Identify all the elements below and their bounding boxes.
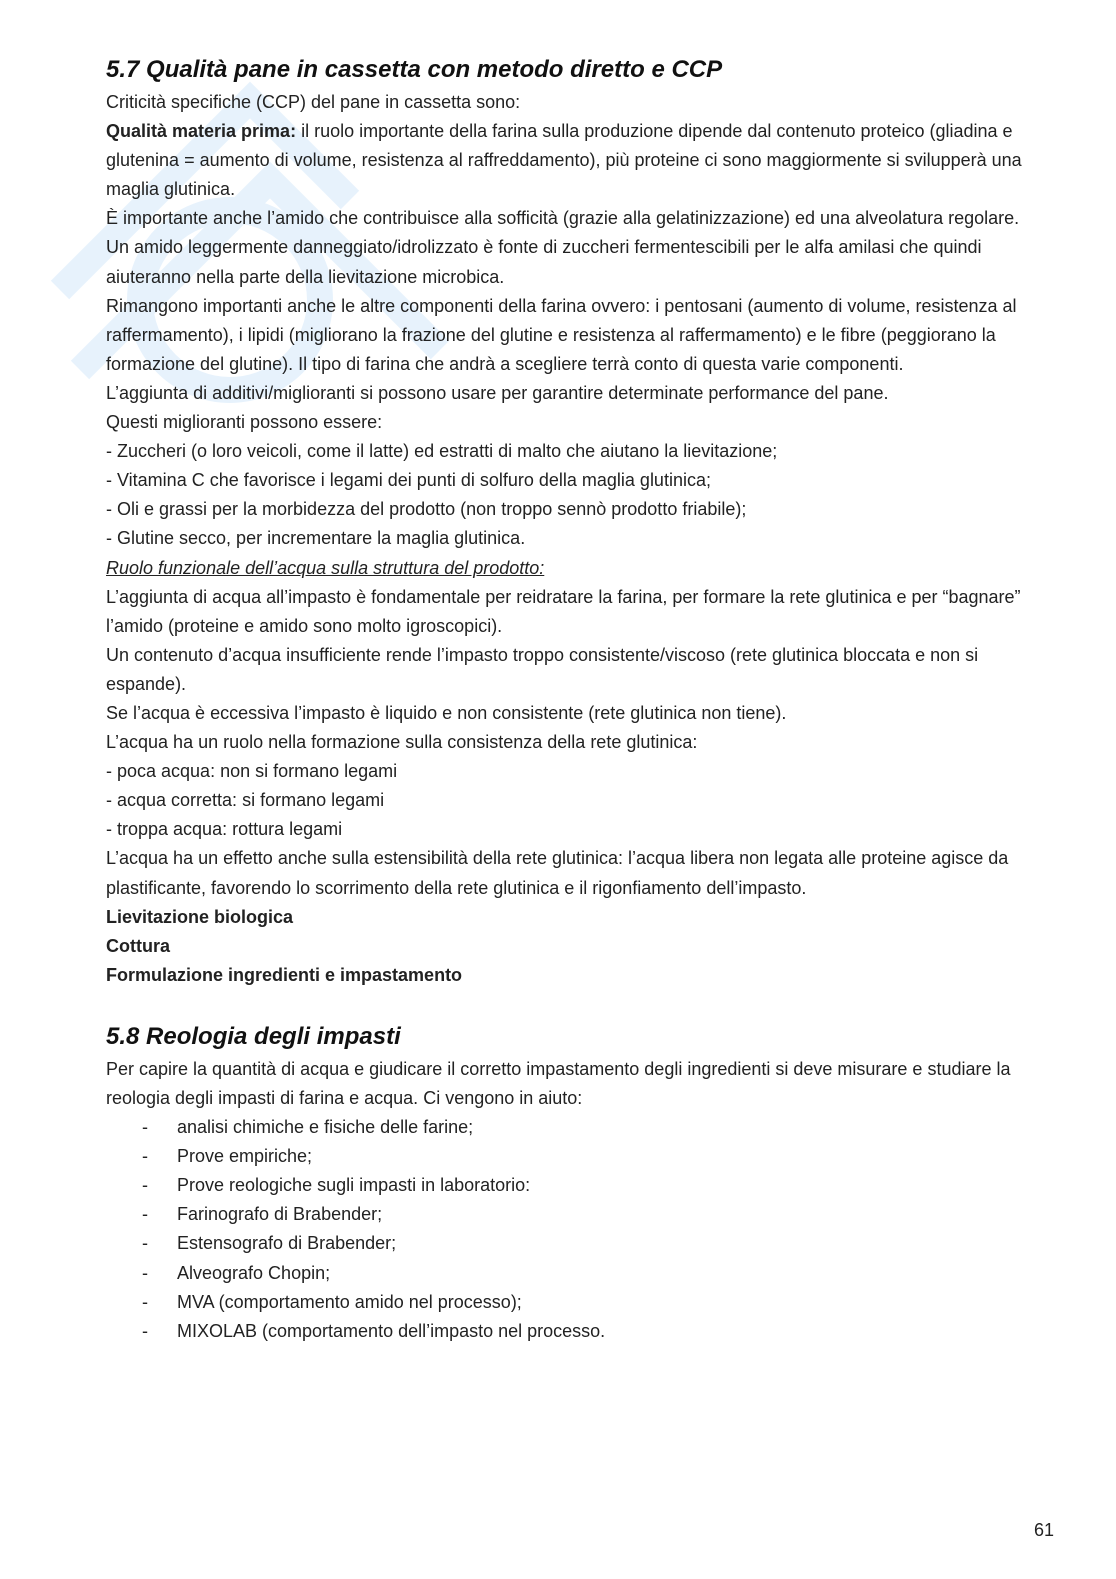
improver-item: - Glutine secco, per incrementare la maglia glutinica. <box>106 528 526 549</box>
page-number: 61 <box>1033 1520 1054 1540</box>
water-level-item: - troppa acqua: rottura legami <box>106 819 343 840</box>
ccp-item: Lievitazione biologica <box>106 906 294 927</box>
list-item-text: Prove reologiche sugli impasti in laboratorio: <box>177 1175 531 1196</box>
additives-paragraph: L’aggiunta di additivi/miglioranti si possono usare per garantire determinate performance del pane. <box>106 382 889 403</box>
raw-material-text: il ruolo importante della farina sulla produzione dipende dal contenuto proteico (gliadina e glutenina = aumento di volume, resistenza al raffreddamento), più proteine ci sono maggiormente si svilupperà una maglia glutinica. <box>106 121 1022 200</box>
list-item <box>106 1259 1046 1288</box>
rheology-tools-list <box>106 1113 1046 1346</box>
list-dash: - <box>142 1175 148 1196</box>
list-item <box>106 1142 1046 1171</box>
list-dash: - <box>142 1233 148 1254</box>
list-item <box>106 1288 1046 1317</box>
list-item-text: Prove empiriche; <box>177 1146 313 1167</box>
list-dash: - <box>142 1291 148 1312</box>
list-item-text: Farinografo di Brabender; <box>177 1204 383 1225</box>
list-item-text: Alveografo Chopin; <box>177 1262 331 1283</box>
water-level-item: - poca acqua: non si formano legami <box>106 761 398 782</box>
ccp-item: Formulazione ingredienti e impastamento <box>106 964 463 985</box>
list-item <box>106 1200 1046 1229</box>
water-paragraph: Se l’acqua è eccessiva l’impasto è liquido e non consistente (rete glutinica non tiene). <box>106 702 787 723</box>
raw-material-paragraph <box>106 117 1046 204</box>
section-5-7-intro: Criticità specifiche (CCP) del pane in cassetta sono: <box>106 92 521 112</box>
flour-components-paragraph: Rimangono importanti anche le altre componenti della farina ovvero: i pentosani (aumento di volume, resistenza al raffermamento), i lipidi (migliorano la frazione del glutine e resistenza al raffermamento) e le fibre (peggiorano la formazione del glutine). Il tipo di farina che andrà a scegliere terrà conto di questa varie componenti. <box>106 295 1017 374</box>
improver-item: - Oli e grassi per la morbidezza del prodotto (non troppo sennò prodotto friabile); <box>106 499 747 520</box>
water-role-heading: Ruolo funzionale dell’acqua sulla struttura del prodotto: <box>106 557 545 578</box>
list-item <box>106 1171 1046 1200</box>
list-item-text: analisi chimiche e fisiche delle farine; <box>177 1117 474 1138</box>
list-dash: - <box>142 1146 148 1167</box>
water-paragraph: Un contenuto d’acqua insufficiente rende l’impasto troppo consistente/viscoso (rete glutinica bloccata e non si espande). <box>106 644 979 694</box>
improver-item: - Vitamina C che favorisce i legami dei punti di solfuro della maglia glutinica; <box>106 470 711 491</box>
improvers-intro: Questi miglioranti possono essere: <box>106 412 383 433</box>
list-item-text: Estensografo di Brabender; <box>177 1233 397 1254</box>
list-item <box>106 1113 1046 1142</box>
list-item-text: MIXOLAB (comportamento dell’impasto nel processo. <box>177 1320 606 1341</box>
list-dash: - <box>142 1262 148 1283</box>
raw-material-lead: Qualità materia prima: <box>106 121 297 142</box>
list-item <box>106 1317 1046 1346</box>
section-5-8-intro: Per capire la quantità di acqua e giudicare il corretto impastamento degli ingredienti si deve misurare e studiare la reologia degli impasti di farina e acqua. Ci vengono in aiuto: <box>106 1058 1011 1108</box>
water-paragraph: L’acqua ha un effetto anche sulla estensibilità della rete glutinica: l’acqua libera non legata alle proteine agisce da plastificante, favorendo lo scorrimento della rete glutinica e il rigonfiamento dell’impasto. <box>106 848 1009 898</box>
section-5-8-heading: 5.8 Reologia degli impasti <box>106 1022 401 1050</box>
section-5-7-heading: 5.7 Qualità pane in cassetta con metodo diretto e CCP <box>106 56 723 83</box>
list-dash: - <box>142 1204 148 1225</box>
ccp-item: Cottura <box>106 935 170 956</box>
list-item-text: MVA (comportamento amido nel processo); <box>177 1291 522 1312</box>
list-item <box>106 1229 1046 1258</box>
water-paragraph: L’aggiunta di acqua all’impasto è fondamentale per reidratare la farina, per formare la rete glutinica e per “bagnare” l’amido (proteine e amido sono molto igroscopici). <box>106 586 1021 636</box>
list-dash: - <box>142 1320 148 1341</box>
water-level-item: - acqua corretta: si formano legami <box>106 790 385 811</box>
water-paragraph: L’acqua ha un ruolo nella formazione sulla consistenza della rete glutinica: <box>106 732 698 753</box>
page-content <box>106 52 1046 1346</box>
list-dash: - <box>142 1117 148 1138</box>
improver-item: - Zuccheri (o loro veicoli, come il latte) ed estratti di malto che aiutano la lievitazione; <box>106 441 778 462</box>
starch-paragraph: È importante anche l’amido che contribuisce alla sofficità (grazie alla gelatinizzazione) ed una alveolatura regolare. Un amido leggermente danneggiato/idrolizzato è fonte di zuccheri fermentescibili per le alfa amilasi che quindi aiuteranno nella parte della lievitazione microbica. <box>106 208 1020 287</box>
